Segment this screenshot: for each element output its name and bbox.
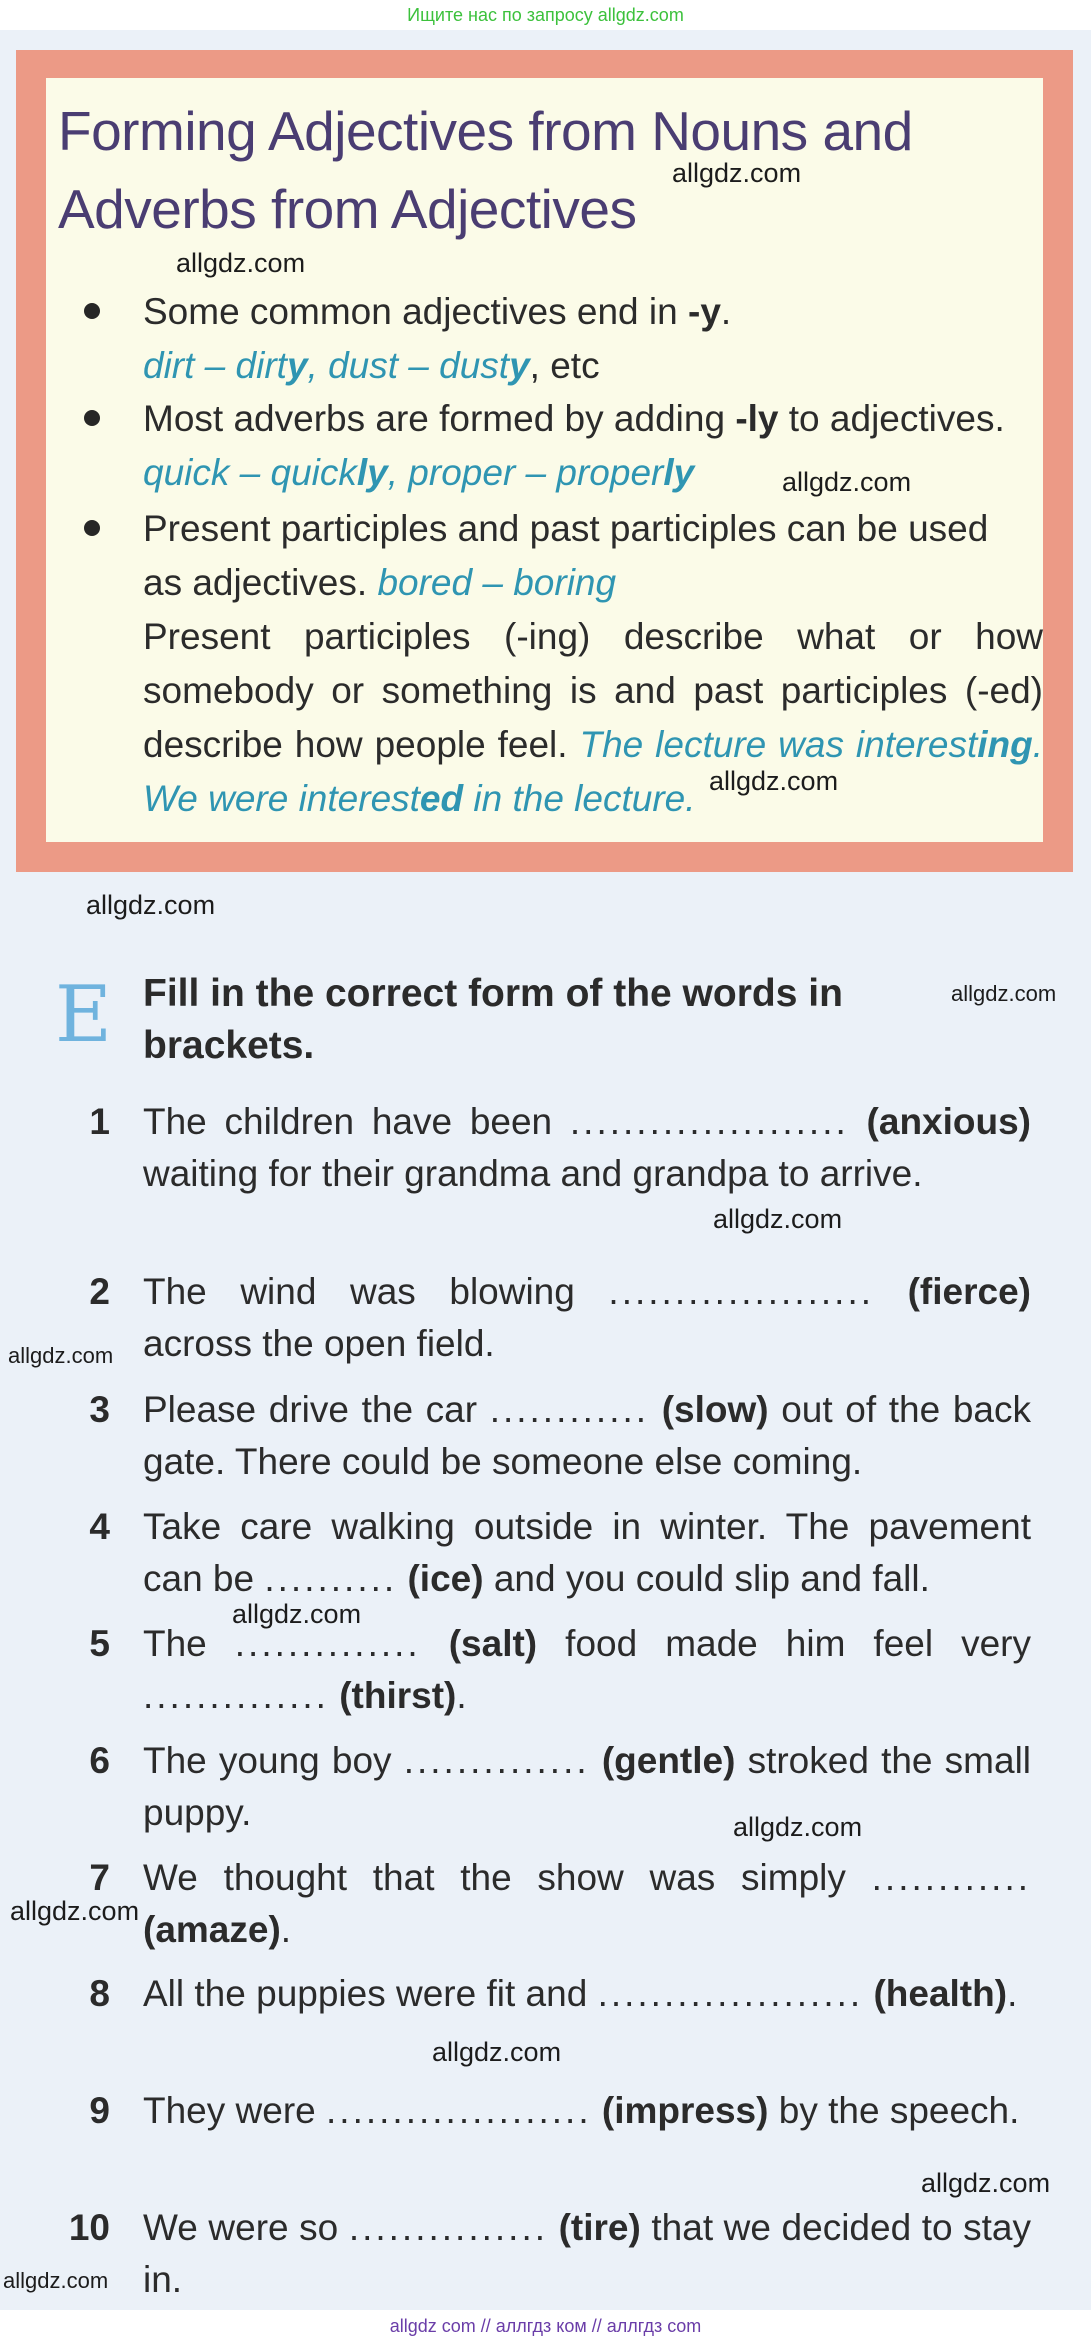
item-number: 6 bbox=[89, 1740, 110, 1781]
item-text bbox=[143, 1384, 1031, 1488]
answer-blank[interactable]: .............. bbox=[234, 1623, 421, 1664]
answer-blank[interactable]: .................... bbox=[597, 1973, 864, 2014]
exercise-letter: E bbox=[55, 970, 112, 1060]
rule-2-label: Most adverbs are formed by adding bbox=[143, 398, 736, 439]
item-prefix: We were so bbox=[143, 2207, 349, 2248]
item-prefix: The children have been bbox=[143, 1101, 570, 1142]
watermark: allgdz.com bbox=[432, 2037, 562, 2067]
item-suffix: stroked the small puppy. bbox=[143, 1740, 1032, 1833]
rule-2-example-2: , proper – proper bbox=[387, 452, 664, 493]
item-number: 3 bbox=[89, 1389, 110, 1430]
bullet-icon bbox=[84, 303, 100, 319]
rule-2-suffix: -ly bbox=[735, 398, 779, 439]
item-number: 9 bbox=[89, 2090, 110, 2131]
rule-box-title-line1: Forming Adjectives from Nouns and bbox=[58, 100, 913, 162]
rule-2-end: to adjectives. bbox=[778, 398, 1005, 439]
item-number: 1 bbox=[89, 1101, 110, 1142]
item-text bbox=[143, 2085, 1031, 2137]
rule-3-paragraph: Present participles (-ing) describe what or how somebody or something is and past participles (-ed) describe how people feel. bbox=[143, 616, 1043, 765]
bottom-banner: allgdz com // аллгдз ком // аллгдз com bbox=[0, 2310, 1091, 2343]
item-suffix: . bbox=[1007, 1973, 1018, 2014]
item-word: (amaze) bbox=[143, 1909, 281, 1950]
rule-3-example-3: We were interest bbox=[143, 778, 420, 819]
rule-3-line-1: Present participles and past participles can be used bbox=[143, 508, 989, 549]
rule-3-example-2-end: . bbox=[1032, 724, 1043, 765]
answer-blank[interactable]: .......... bbox=[264, 1558, 398, 1599]
answer-blank[interactable]: ............ bbox=[489, 1389, 650, 1430]
item-prefix: All the puppies were fit and bbox=[143, 1973, 598, 2014]
item-suffix: across the open field. bbox=[143, 1323, 495, 1364]
rule-2-example-1-suffix: ly bbox=[356, 452, 388, 493]
item-prefix: The bbox=[143, 1623, 235, 1664]
item-word: (fierce) bbox=[907, 1271, 1031, 1312]
item-prefix: We thought that the show was simply bbox=[143, 1857, 872, 1898]
item-word: (tire) bbox=[558, 2207, 641, 2248]
item-word: (ice) bbox=[407, 1558, 484, 1599]
item-suffix: waiting for their grandma and grandpa to arrive. bbox=[143, 1153, 923, 1194]
item-word: (slow) bbox=[661, 1389, 769, 1430]
item-word: (health) bbox=[873, 1973, 1008, 2014]
answer-blank-2[interactable]: .............. bbox=[143, 1675, 329, 1716]
rule-1-text bbox=[143, 285, 1043, 393]
top-banner: Ищите нас по запросу allgdz.com bbox=[0, 0, 1091, 30]
rule-3-example-2-suffix: ing bbox=[977, 724, 1033, 765]
watermark: allgdz.com bbox=[3, 2268, 109, 2293]
item-text bbox=[143, 2202, 1031, 2306]
item-prefix: They were bbox=[143, 2090, 327, 2131]
item-text bbox=[143, 1618, 1031, 1722]
item-text bbox=[143, 1501, 1031, 1605]
item-text bbox=[143, 1968, 1031, 2020]
item-text bbox=[143, 1735, 1031, 1839]
rule-3-example: bored – boring bbox=[377, 562, 617, 603]
rule-1-example-1-suffix: y bbox=[286, 345, 308, 386]
answer-blank[interactable]: ............ bbox=[871, 1857, 1031, 1898]
watermark: allgdz.com bbox=[713, 1204, 843, 1234]
item-suffix: that we decided to stay in. bbox=[143, 2207, 1031, 2300]
item-text bbox=[143, 1852, 1031, 1956]
item-text bbox=[143, 1266, 1031, 1370]
item-number: 10 bbox=[68, 2207, 110, 2248]
watermark: allgdz.com bbox=[782, 467, 912, 497]
rule-3-example-3-end: in the lecture. bbox=[463, 778, 696, 819]
rule-1-example-1: dirt – dirt bbox=[143, 345, 287, 386]
rule-1-label: Some common adjectives end in bbox=[143, 291, 688, 332]
rule-1-example-2-suffix: y bbox=[509, 345, 530, 386]
item-middle: food made him feel very bbox=[537, 1623, 1031, 1664]
watermark: allgdz.com bbox=[8, 1343, 114, 1368]
answer-blank[interactable]: ............... bbox=[348, 2207, 549, 2248]
item-prefix: Please drive the car bbox=[143, 1389, 490, 1430]
item-word: (salt) bbox=[448, 1623, 538, 1664]
rule-box-title-line2: Adverbs from Adjectives bbox=[58, 178, 637, 240]
watermark: allgdz.com bbox=[709, 766, 839, 796]
rule-box-title bbox=[58, 92, 1018, 248]
item-number: 4 bbox=[89, 1506, 110, 1547]
watermark: allgdz.com bbox=[921, 2168, 1051, 2198]
item-number: 8 bbox=[89, 1973, 110, 2014]
bullet-icon bbox=[84, 520, 100, 536]
item-suffix: by the speech. bbox=[768, 2090, 1020, 2131]
watermark: allgdz.com bbox=[176, 248, 306, 278]
item-suffix: . bbox=[456, 1675, 467, 1716]
item-word: (anxious) bbox=[866, 1101, 1032, 1142]
answer-blank[interactable]: .................... bbox=[326, 2090, 592, 2131]
item-word: (gentle) bbox=[601, 1740, 736, 1781]
rule-1-end: . bbox=[720, 291, 732, 332]
rule-2-example-1: quick – quick bbox=[143, 452, 357, 493]
watermark: allgdz.com bbox=[10, 1896, 140, 1926]
exercise-instruction: Fill in the correct form of the words in brackets. bbox=[143, 972, 843, 1067]
answer-blank[interactable]: .................... bbox=[608, 1271, 875, 1312]
watermark: allgdz.com bbox=[951, 981, 1057, 1006]
watermark: allgdz.com bbox=[232, 1599, 362, 1629]
item-number: 5 bbox=[89, 1623, 110, 1664]
item-number: 7 bbox=[89, 1857, 110, 1898]
rule-1-etc: , etc bbox=[529, 345, 600, 386]
answer-blank[interactable]: ..................... bbox=[569, 1101, 849, 1142]
rule-3-line-2: as adjectives. bbox=[143, 562, 378, 603]
watermark: allgdz.com bbox=[733, 1812, 863, 1842]
item-suffix: . bbox=[280, 1909, 292, 1950]
bullet-icon bbox=[84, 410, 100, 426]
rule-1-suffix: -y bbox=[688, 291, 721, 332]
item-word: (impress) bbox=[601, 2090, 769, 2131]
item-prefix: Take care walking outside in winter. The pavement can be bbox=[143, 1506, 1031, 1599]
rule-3-example-2: The lecture was interest bbox=[579, 724, 978, 765]
rule-3-text bbox=[143, 502, 1043, 826]
answer-blank[interactable]: .............. bbox=[403, 1740, 590, 1781]
watermark: allgdz.com bbox=[672, 158, 802, 188]
item-text bbox=[143, 1096, 1031, 1200]
watermark: allgdz.com bbox=[86, 890, 216, 920]
rule-2-example-2-suffix: ly bbox=[663, 452, 695, 493]
item-suffix: out of the back gate. There could be someone else coming. bbox=[143, 1389, 1031, 1482]
item-word-2: (thirst) bbox=[339, 1675, 457, 1716]
item-prefix: The young boy bbox=[143, 1740, 404, 1781]
item-prefix: The wind was blowing bbox=[143, 1271, 609, 1312]
item-number: 2 bbox=[89, 1271, 110, 1312]
item-suffix: and you could slip and fall. bbox=[483, 1558, 930, 1599]
rule-1-example-2: , dust – dust bbox=[307, 345, 510, 386]
rule-3-example-3-suffix: ed bbox=[419, 778, 464, 819]
